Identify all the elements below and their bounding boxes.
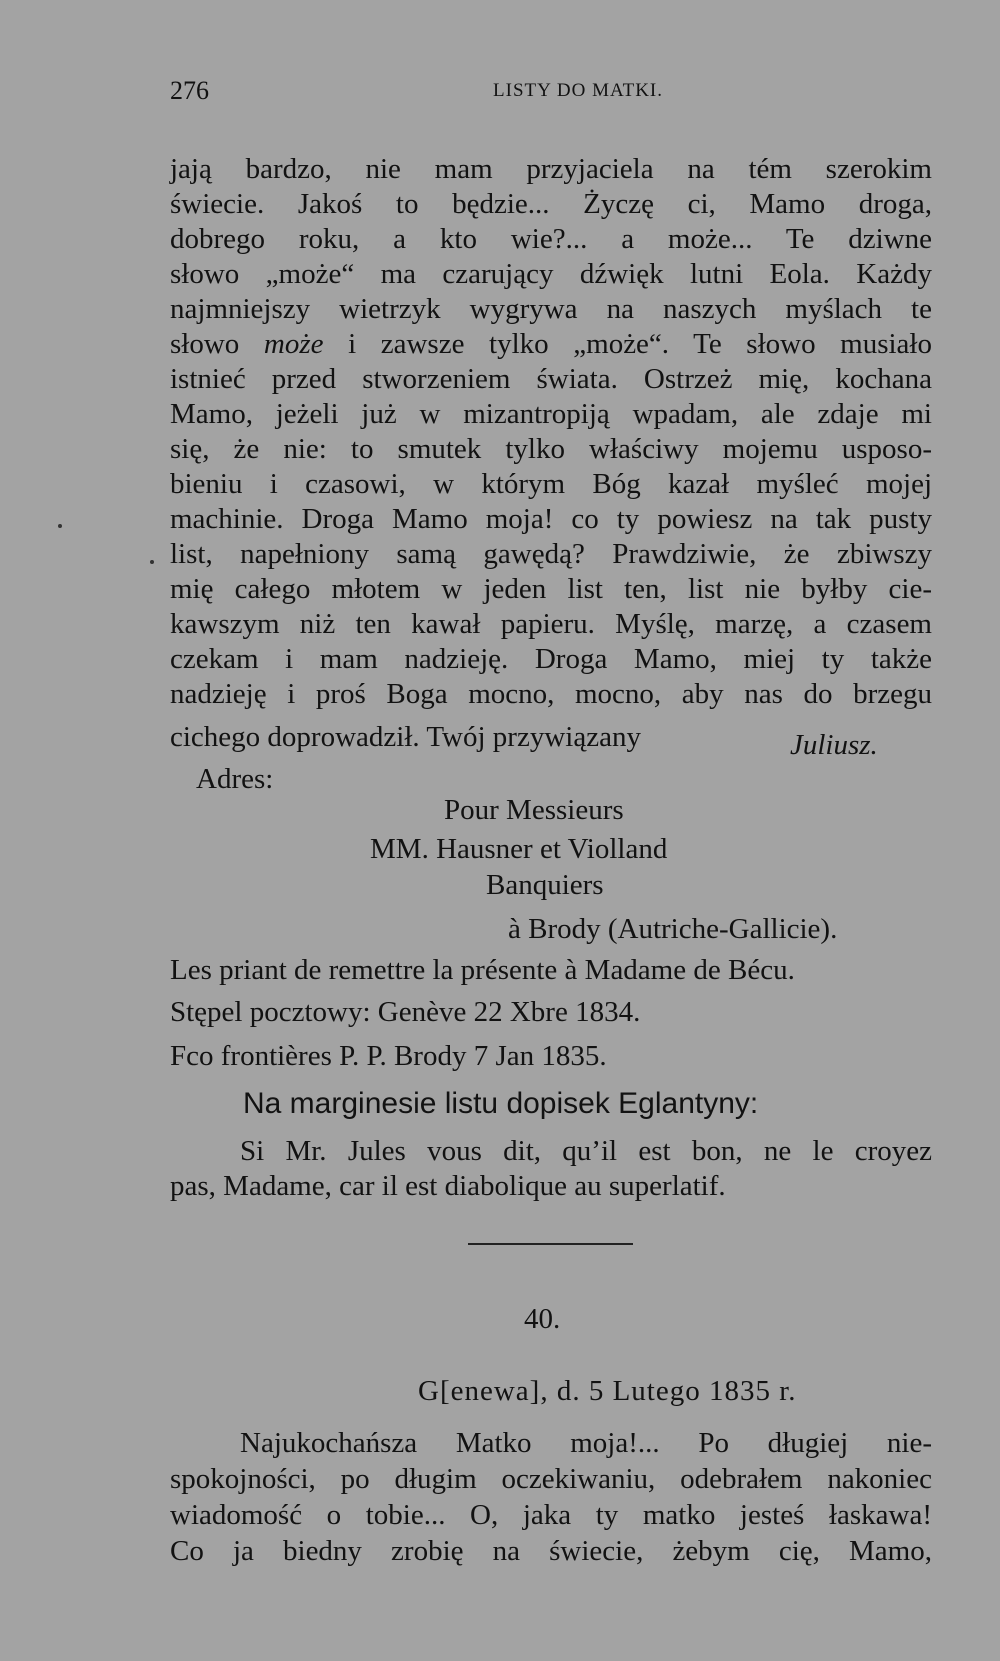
body-line: najmniejszy wietrzyk wygrywa na naszych myślach te (170, 293, 932, 325)
address-line: Banquiers (486, 869, 604, 901)
signature: Juliusz. (790, 729, 878, 761)
emphasized-word: może (263, 328, 324, 360)
margin-speck (150, 560, 154, 564)
body-line: nadzieję i proś Boga mocno, mocno, aby nas do brzegu (170, 678, 932, 710)
body-line: słowo „może“ ma czarujący dźwięk lutni Eola. Każdy (170, 258, 932, 290)
letter-line: Co ja biedny zrobię na świecie, żebym cię, Mamo, (170, 1535, 932, 1567)
body-line: Mamo, jeżeli już w mizantropiją wpadam, ale zdaje mi (170, 398, 932, 430)
address-line: à Brody (Autriche-Gallicie). (508, 913, 838, 945)
margin-note-line: Si Mr. Jules vous dit, qu’il est bon, ne le croyez (240, 1135, 932, 1167)
letter-line: spokojności, po długim oczekiwaniu, odebrałem nakoniec (170, 1463, 932, 1495)
address-line: Pour Messieurs (444, 794, 624, 826)
address-label: Adres: (196, 763, 274, 795)
margin-speck (58, 524, 62, 528)
note-line: Stępel pocztowy: Genève 22 Xbre 1834. (170, 996, 641, 1028)
body-line: świecie. Jakoś to będzie... Życzę ci, Mamo droga, (170, 188, 932, 220)
letter-line: Najukochańsza Matko moja!... Po długiej nie- (240, 1427, 932, 1459)
body-line: mię całego młotem w jeden list ten, list nie byłby cie- (170, 573, 932, 605)
letter-number: 40. (524, 1303, 561, 1335)
body-line: machinie. Droga Mamo moja! co ty powiesz na tak pusty (170, 503, 932, 535)
closing-line: cichego doprowadził. Twój przywiązany (170, 721, 641, 753)
body-line: dobrego roku, a kto wie?... a może... Te dziwne (170, 223, 932, 255)
letter-line: wiadomość o tobie... O, jaka ty matko jesteś łaskawa! (170, 1499, 932, 1531)
body-line: jają bardzo, nie mam przyjaciela na tém szerokim (170, 153, 932, 185)
note-line: Fco frontières P. P. Brody 7 Jan 1835. (170, 1040, 607, 1072)
body-line: istnieć przed stworzeniem świata. Ostrzeż mię, kochana (170, 363, 932, 395)
body-line: bieniu i czasowi, w którym Bóg kazał myśleć mojej (170, 468, 932, 500)
running-title: LISTY DO MATKI. (493, 80, 663, 101)
page-number: 276 (170, 76, 209, 105)
note-line: Les priant de remettre la présente à Madame de Bécu. (170, 954, 795, 986)
body-line: kawszym niż ten kawał papieru. Myślę, marzę, a czasem (170, 608, 932, 640)
section-divider (468, 1243, 633, 1245)
body-line: się, że nie: to smutek tylko właściwy mojemu usposo- (170, 433, 932, 465)
margin-note-line: pas, Madame, car il est diabolique au superlatif. (170, 1170, 726, 1202)
address-line: MM. Hausner et Violland (370, 833, 668, 865)
body-line: list, napełniony samą gawędą? Prawdziwie, że zbiwszy (170, 538, 932, 570)
body-line: czekam i mam nadzieję. Droga Mamo, miej ty także (170, 643, 932, 675)
letter-dateline: G[enewa], d. 5 Lutego 1835 r. (418, 1375, 797, 1407)
body-line: słowo może i zawsze tylko „może“. Te słowo musiało (170, 328, 932, 360)
page-header (170, 76, 663, 110)
margin-note-heading: Na marginesie listu dopisek Eglantyny: (243, 1087, 759, 1120)
